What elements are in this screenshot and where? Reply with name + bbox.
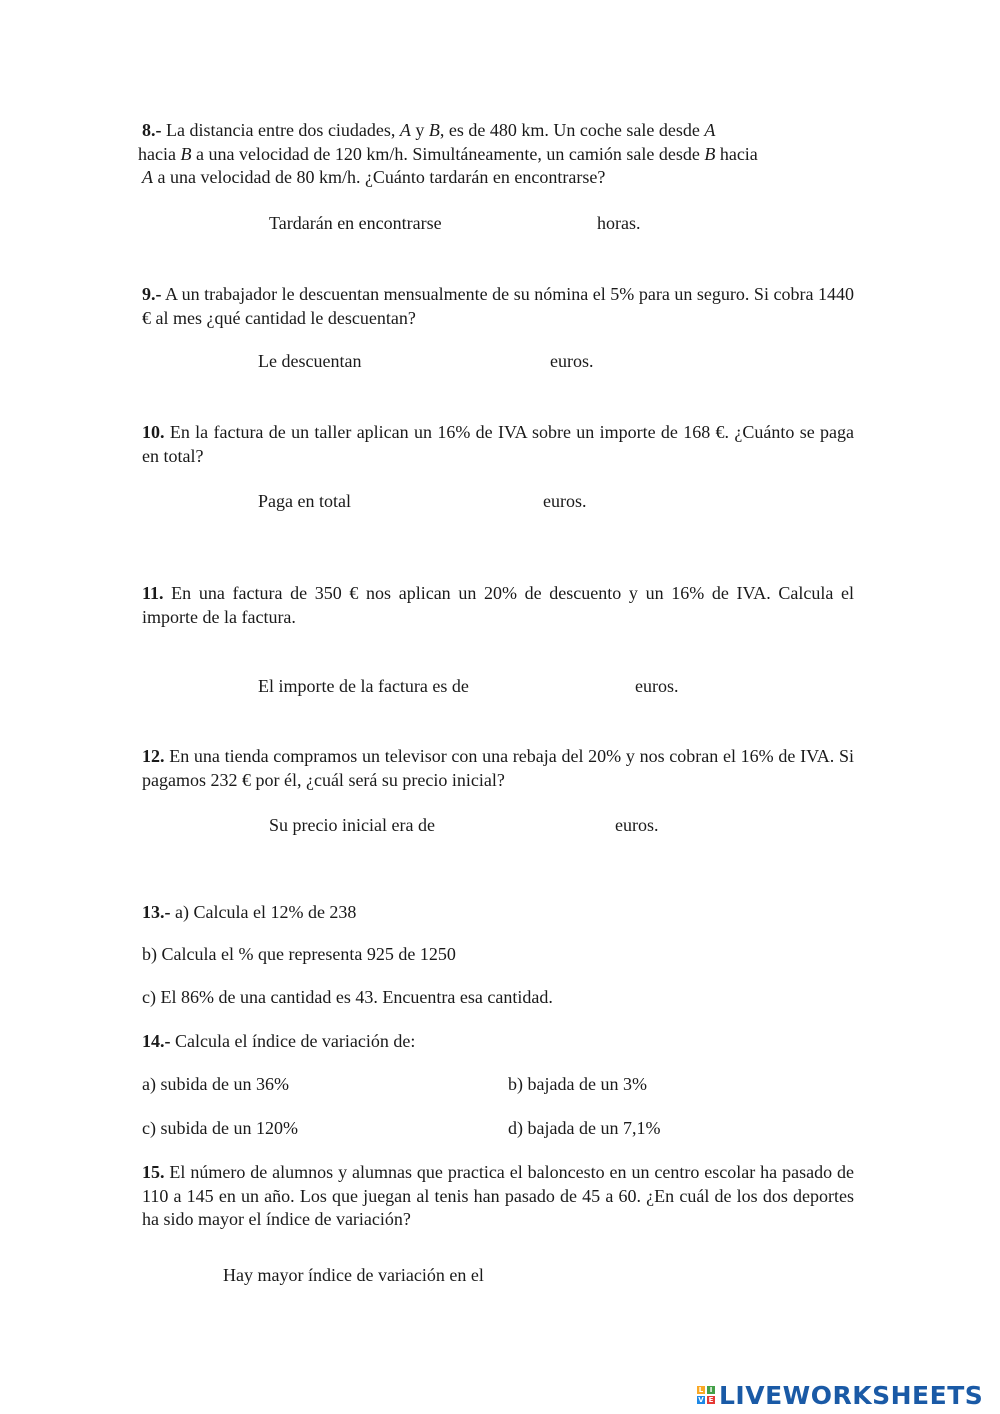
problem-9-answer-prefix: Le descuentan (258, 351, 362, 371)
problem-12-number: 12. (142, 746, 165, 766)
problem-14-number: 14.- (142, 1031, 171, 1051)
problem-14-item-d: d) bajada de un 7,1% (508, 1118, 661, 1138)
problem-9-number: 9.- (142, 284, 162, 304)
problem-10-answer-input[interactable] (372, 488, 535, 514)
problem-13-number: 13.- (142, 902, 171, 922)
problem-10-answer-unit: euros. (543, 491, 587, 511)
problem-12-answer-unit: euros. (615, 815, 659, 835)
problem-14-statement: 14.- Calcula el índice de variación de: (142, 1031, 416, 1051)
problem-9-answer-unit: euros. (550, 351, 594, 371)
logo-text: LIVEWORKSHEETS (719, 1380, 984, 1410)
problem-10-answer-prefix: Paga en total (258, 491, 351, 511)
problem-15-statement: 15. El número de alumnos y alumnas que practica el baloncesto en un centro escolar ha pasado de 110 a 145 en un año. Los que juegan al tenis han pasado de 45 a 60. ¿En cuál de los dos deportes ha sido mayor el índice de variación? (142, 1162, 854, 1229)
problem-13-part-a: 13.- a) Calcula el 12% de 238 (142, 902, 357, 922)
problem-8-answer-input[interactable] (470, 210, 588, 236)
problem-11-number: 11. (142, 583, 164, 603)
problem-8-answer-prefix: Tardarán en encontrarse (269, 213, 442, 233)
problem-13-part-b: b) Calcula el % que representa 925 de 1250 (142, 944, 456, 964)
problem-11-answer-prefix: El importe de la factura es de (258, 676, 469, 696)
problem-11-answer-unit: euros. (635, 676, 679, 696)
problem-8-statement: 8.- La distancia entre dos ciudades, A y B, es de 480 km. Un coche sale desde A hacia B a una velocidad de 120 km/h. Simultáneamente, un camión sale desde B hacia A a una velocidad de 80 km/h. ¿Cuánto tardarán en encontrarse? (138, 120, 758, 187)
logo-mark-icon: L I V E (698, 1386, 714, 1404)
problem-11-answer-input[interactable] (503, 673, 627, 699)
city-b: B (428, 120, 440, 140)
problem-11-statement: 11. En una factura de 350 € nos aplican un 20% de descuento y un 16% de IVA. Calcula el importe de la factura. (142, 583, 854, 627)
problem-9-answer-input[interactable] (383, 348, 541, 374)
problem-13-part-c: c) El 86% de una cantidad es 43. Encuentra esa cantidad. (142, 987, 553, 1007)
city-a: A (399, 120, 411, 140)
problem-12-statement: 12. En una tienda compramos un televisor con una rebaja del 20% y nos cobran el 16% de IVA. Si pagamos 232 € por él, ¿cuál será su precio inicial? (142, 746, 854, 790)
liveworksheets-logo (697, 1379, 983, 1411)
problem-8-answer-unit: horas. (597, 213, 641, 233)
problem-12-answer-prefix: Su precio inicial era de (269, 815, 435, 835)
problem-15-answer-prefix: Hay mayor índice de variación en el (223, 1265, 484, 1285)
problem-10-statement: 10. En la factura de un taller aplican un 16% de IVA sobre un importe de 168 €. ¿Cuánto se paga en total? (142, 422, 854, 466)
problem-15-answer-input[interactable] (528, 1262, 728, 1288)
problem-8-number: 8.- (142, 120, 162, 140)
problem-15-number: 15. (142, 1162, 165, 1182)
problem-9-statement: 9.- A un trabajador le descuentan mensualmente de su nómina el 5% para un seguro. Si cobra 1440 € al mes ¿qué cantidad le descuentan? (142, 284, 854, 328)
problem-14-item-c: c) subida de un 120% (142, 1118, 298, 1138)
problem-14-item-b: b) bajada de un 3% (508, 1074, 647, 1094)
problem-10-number: 10. (142, 422, 165, 442)
problem-14-item-a: a) subida de un 36% (142, 1074, 289, 1094)
problem-12-answer-input[interactable] (462, 812, 606, 838)
